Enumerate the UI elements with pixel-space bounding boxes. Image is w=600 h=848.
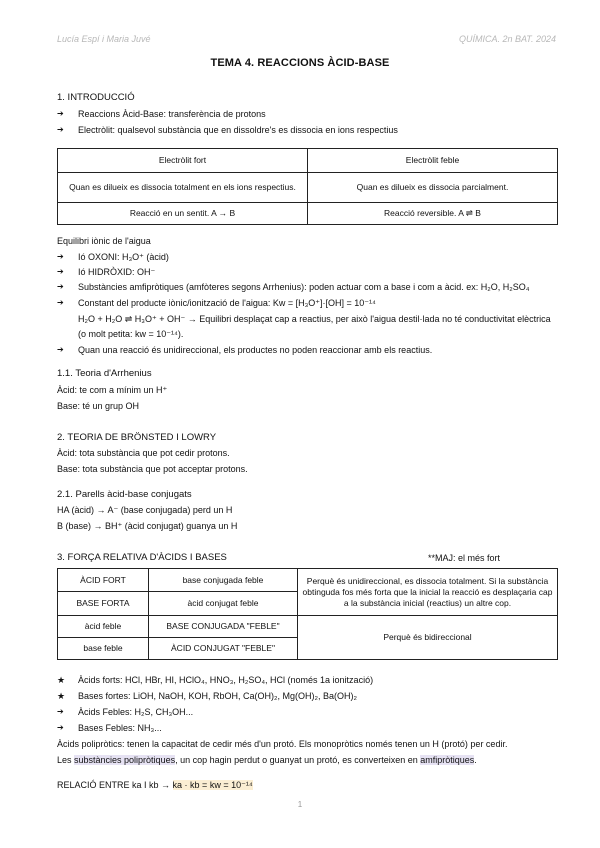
section-3-heading: 3. FORÇA RELATIVA D'ÀCIDS I BASES	[57, 552, 227, 563]
table1-header-strong: Electròlit fort	[58, 149, 308, 173]
table2-conj-base-weak: BASE CONJUGADA "FEBLE"	[149, 616, 298, 638]
weak-bases-item: ➔ Bases Febles: NH₃...	[78, 722, 162, 734]
polyprotic-definition: Àcids polipròtics: tenen la capacitat de cedir més d'un protó. Els monopròtics només tenen un H (protó) per cedir.	[57, 739, 508, 749]
bronsted-acid: Àcid: tota substància que pot cedir protons.	[57, 448, 230, 458]
table2-conj-acid-weak: ÀCID CONJUGAT "FEBLE"	[149, 638, 298, 660]
eq-bullet-amphiprotic: ➔ Substàncies amfipròtiques (amfòteres segons Arrhenius): poden actuar com a base i com a àcid. ex: H₂O, H₂SO₄	[78, 281, 529, 293]
table1-weak-desc: Quan es dilueix es dissocia parcialment.	[308, 173, 558, 203]
conjugate-pair-base: B (base) → BH⁺ (àcid conjugat) guanya un H	[57, 521, 238, 531]
arrhenius-acid: Àcid: te com a mínim un H⁺	[57, 385, 168, 395]
section-1-heading: 1. INTRODUCCIÓ	[57, 92, 135, 103]
section-1-1-heading: 1.1. Teoria d'Arrhenius	[57, 368, 152, 379]
eq-kw-line-1: H₂O + H₂O ⇌ H₃O⁺ + OH⁻ → Equilibri desplaçat cap a reactius, per això l'aigua destil·lada no té conductivitat elèctrica	[78, 314, 551, 324]
amphiprotic-highlight: amfipròtiques	[420, 755, 475, 765]
electrolyte-table	[57, 148, 558, 225]
table2-weak-conj-acid: àcid conjugat feble	[149, 592, 298, 616]
polyprotic-note-text-1: Les	[57, 755, 75, 765]
table2-weak-acid: àcid feble	[58, 616, 149, 638]
arrhenius-base: Base: té un grup OH	[57, 401, 140, 411]
table1-weak-reaction: Reacció reversible. A ⇌ B	[308, 203, 558, 225]
relation-formula: ka · kb = kw = 10⁻¹⁴	[172, 780, 253, 790]
section-2-heading: 2. TEORIA DE BRÖNSTED I LOWRY	[57, 432, 217, 443]
page-number: 1	[297, 800, 303, 809]
strong-bases-item: ★ Bases fortes: LiOH, NaOH, KOH, RbOH, Ca(OH)₂, Mg(OH)₂, Ba(OH)₂	[78, 690, 357, 702]
header-authors: Lucía Espí i Maria Juvé	[57, 34, 151, 44]
relative-strength-table	[57, 568, 558, 660]
ka-kb-relation	[57, 779, 253, 791]
water-equilibrium-heading: Equilibri iònic de l'aigua	[57, 236, 151, 246]
eq-bullet-oxoni: ➔ Ió OXONI: H₃O⁺ (àcid)	[78, 251, 169, 263]
strong-acids-item: ★ Àcids forts: HCl, HBr, HI, HClO₄, HNO₃, H₂SO₄, HCl (només 1a ionització)	[78, 674, 373, 686]
table2-weak-base: base feble	[58, 638, 149, 660]
polyprotic-note-text-3: .	[474, 755, 477, 765]
conjugate-pair-acid: HA (àcid) → A⁻ (base conjugada) perd un H	[57, 505, 233, 515]
eq-bullet-hidroxid: ➔ Ió HIDRÒXID: OH⁻	[78, 266, 155, 278]
weak-acids-item: ➔ Àcids Febles: H₂S, CH₃OH...	[78, 706, 193, 718]
table2-strong-acid: ÀCID FORT	[58, 569, 149, 592]
polyprotic-note	[57, 754, 477, 766]
relation-label: RELACIÓ ENTRE ka I kb →	[57, 780, 171, 790]
page-title: TEMA 4. REACCIONS ÀCID-BASE	[210, 57, 390, 69]
strongest-note: **MAJ: el més fort	[428, 553, 501, 563]
intro-bullet-1: ➔ Reaccions Àcid-Base: transferència de protons	[78, 108, 266, 120]
bronsted-base: Base: tota substància que pot acceptar protons.	[57, 464, 248, 474]
header-course: QUÍMICA. 2n BAT. 2024	[458, 34, 556, 44]
eq-bullet-unidirectional: ➔ Quan una reacció és unidireccional, els productes no poden reaccionar amb els reactius.	[78, 344, 432, 356]
table1-strong-desc: Quan es dilueix es dissocia totalment en els ions respectius.	[58, 173, 308, 203]
eq-kw-line-2: (o molt petita: kw = 10⁻¹⁴).	[78, 329, 184, 339]
table2-strong-base: BASE FORTA	[58, 592, 149, 616]
intro-bullet-2: ➔ Electròlit: qualsevol substància que en dissoldre's es dissocia en ions respectius	[78, 124, 398, 136]
table1-header-weak: Electròlit feble	[308, 149, 558, 173]
table1-strong-reaction: Reacció en un sentit. A → B	[58, 203, 308, 225]
eq-bullet-kw: ➔ Constant del producte iònic/ionització de l'aigua: Kw = [H₃O⁺]·[OH] = 10⁻¹⁴	[78, 297, 376, 309]
polyprotic-note-text-2: , un cop hagin perdut o guanyat un protó, es converteixen en	[175, 755, 421, 765]
table2-weak-explanation: Perquè és bidireccional	[298, 616, 558, 660]
table2-strong-explanation: Perquè és unidireccional, es dissocia totalment. Si la substància obtinguda fos més forta que la inicial la reacció es desplaçaria cap a la substància inicial (reactius) un altre cop.	[298, 569, 558, 616]
section-2-1-heading: 2.1. Parells àcid-base conjugats	[57, 489, 192, 500]
polyprotic-highlight: substàncies polipròtiques	[74, 755, 176, 765]
table2-weak-conj-base: base conjugada feble	[149, 569, 298, 592]
